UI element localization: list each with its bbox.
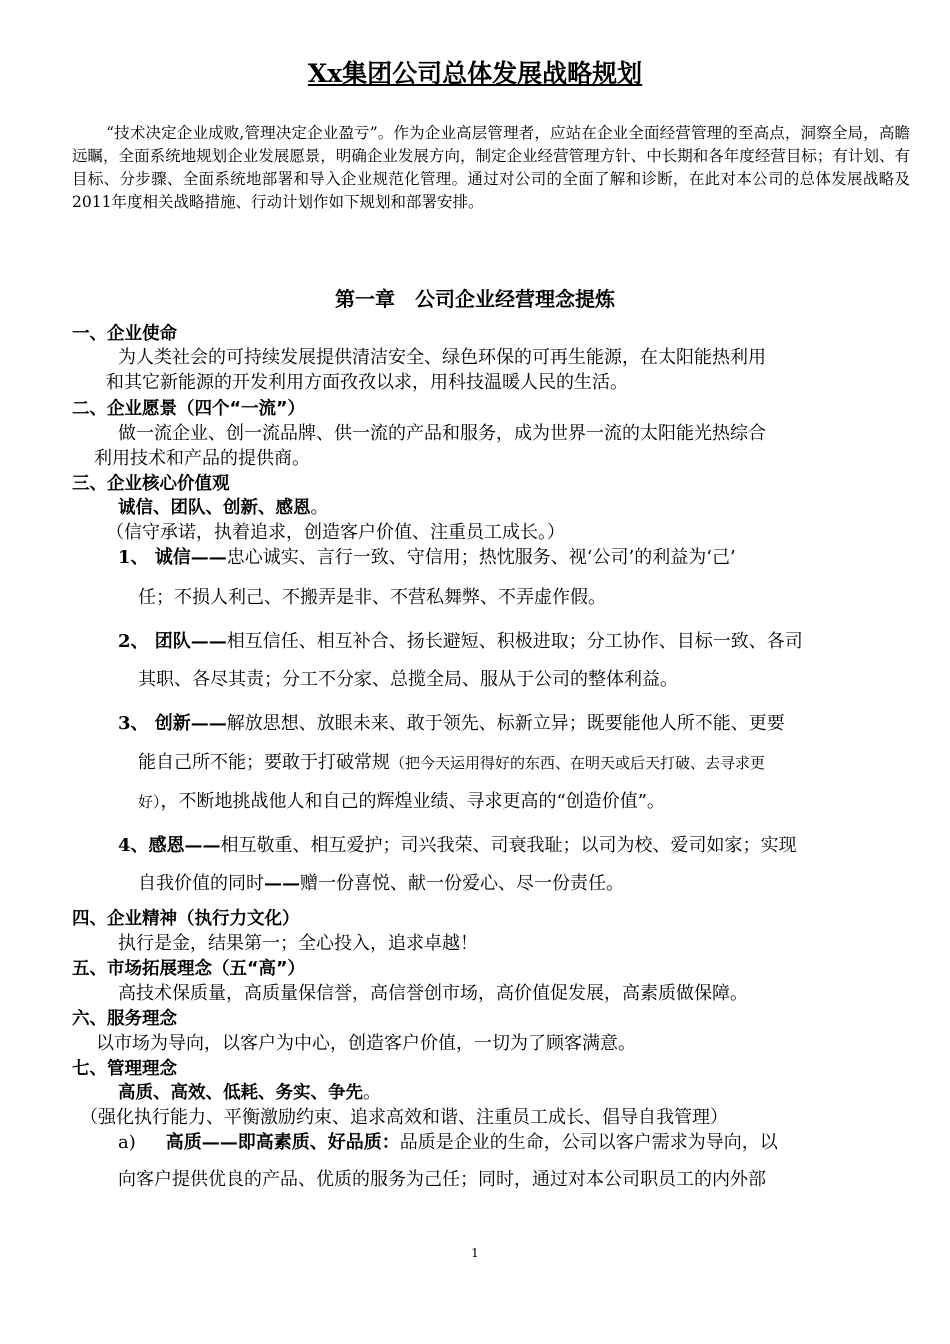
core-values-list: 诚信、团队、创新、感恩 (118, 498, 311, 518)
value-item-text: ，不断地挑战他人和自己的辉煌业绩、寻求更高的“创造价值”。 (160, 791, 665, 812)
value-item-text: 相互信任、相互补合、扬长避短、积极进取；分工协作、目标一致、各司 (226, 631, 803, 652)
management-values-paren: （强化执行能力、平衡激励约束、追求高效和谐、注重员工成长、倡导自我管理） (80, 1107, 728, 1128)
value-item-team-line-1 (118, 630, 803, 654)
management-values-summary (118, 1081, 381, 1105)
value-item-integrity-line-2: 任；不损人利己、不搬弄是非、不营私舞弊、不弄虚作假。 (138, 587, 606, 608)
section-heading-core-values: 三、企业核心价值观 (72, 474, 230, 494)
value-item-label: 4、感恩—— (118, 835, 221, 856)
core-values-paren: （信守承诺，执着追求，创造客户价值、注重员工成长。） (106, 522, 565, 543)
value-item-note: 好） (138, 793, 161, 811)
value-item-text: 相互敬重、相互爱护；司兴我荣、司衰我耻；以司为校、爱司如家；实现 (220, 835, 797, 856)
service-line-1: 以市场为导向，以客户为中心，创造客户价值，一切为了顾客满意。 (96, 1033, 636, 1054)
value-item-integrity-line-1 (118, 546, 736, 570)
page-number: 1 (471, 1246, 479, 1260)
list-marker: a) (118, 1132, 136, 1153)
value-item-text: 赠一份喜悦、献一份爱心、尽一份责任。 (300, 873, 624, 894)
vision-line-1: 做一流企业、创一流品牌、供一流的产品和服务，成为世界一流的太阳能光热综合 (118, 423, 766, 444)
section-heading-management: 七、管理理念 (72, 1059, 177, 1079)
value-item-team-line-2: 其职、各尽其责；分工不分家、总揽全局、服从于公司的整体利益。 (138, 669, 678, 690)
intro-paragraph: “技术决定企业成败,管理决定企业盈亏”。作为企业高层管理者，应站在企业全面经营管理的至高点，洞察全局，高瞻远瞩，全面系统地规划企业发展愿景，明确企业发展方向，制定企业经营管理方针、中长期和各年度经营目标；有计划、有目标、分步骤、全面系统地部署和导入企业规范化管理。通过对公司的全面了解和诊断，在此对本公司的总体发展战略及2011年度相关战略措施、行动计划作如下规划和部署安排。 (72, 124, 910, 211)
value-item-label: 2、 团队—— (118, 631, 227, 652)
section-heading-spirit: 四、企业精神（执行力文化） (72, 909, 300, 929)
value-item-note: （把今天运用得好的东西、在明天或后天打破、去寻求更 (390, 754, 766, 772)
core-values-period: 。 (310, 497, 329, 518)
management-item-a-line-2: 向客户提供优良的产品、优质的服务为己任；同时，通过对本公司职员工的内外部 (118, 1169, 766, 1190)
value-item-label: 3、 创新—— (118, 713, 227, 734)
value-item-innovation-line-3 (138, 790, 665, 814)
value-item-innovation-line-1 (118, 712, 785, 736)
value-item-label: 1、 诚信—— (118, 547, 227, 568)
management-values-period: 。 (363, 1082, 381, 1103)
section-heading-vision: 二、企业愿景（四个“一流”） (72, 399, 306, 419)
mission-line-1: 为人类社会的可持续发展提供清洁安全、绿色环保的可再生能源，在太阳能热利用 (118, 347, 766, 368)
value-item-innovation-line-2 (138, 751, 765, 775)
mission-line-2: 和其它新能源的开发利用方面孜孜以求，用科技温暖人民的生活。 (106, 372, 628, 393)
management-values-list: 高质、高效、低耗、务实、争先 (118, 1083, 363, 1103)
management-item-a-line-1 (118, 1131, 778, 1155)
value-item-text: 忠心诚实、言行一致、守信用；热忱服务、视‘公司’的利益为‘己’ (226, 547, 736, 568)
chapter-heading: 第一章 公司企业经营理念提炼 (335, 287, 615, 311)
value-item-text: 自我价值的同时 (138, 873, 264, 894)
value-item-gratitude-line-1 (118, 834, 797, 858)
value-item-gratitude-line-2 (138, 872, 624, 896)
market-line-1: 高技术保质量，高质量保信誉，高信誉创市场，高价值促发展，高素质做保障。 (118, 983, 748, 1004)
section-heading-market: 五、市场拓展理念（五“高”） (72, 959, 306, 979)
value-item-text: 解放思想、放眼未来、敢于领先、标新立异；既要能他人所不能、更要 (226, 713, 785, 734)
spirit-line-1: 执行是金，结果第一；全心投入，追求卓越！ (118, 933, 478, 954)
section-heading-mission: 一、企业使命 (72, 324, 177, 344)
management-item-label: 高质——即高素质、好品质： (165, 1132, 400, 1153)
management-item-text: 品质是企业的生命，公司以客户需求为导向，以 (399, 1132, 778, 1153)
vision-line-2: 利用技术和产品的提供商。 (94, 448, 310, 469)
value-item-text: 能自己所不能；要敢于打破常规 (138, 752, 390, 773)
document-title: Xx集团公司总体发展战略规划 (307, 59, 643, 88)
core-values-summary (118, 496, 329, 520)
section-heading-service: 六、服务理念 (72, 1009, 177, 1029)
value-item-dash: —— (264, 873, 300, 894)
